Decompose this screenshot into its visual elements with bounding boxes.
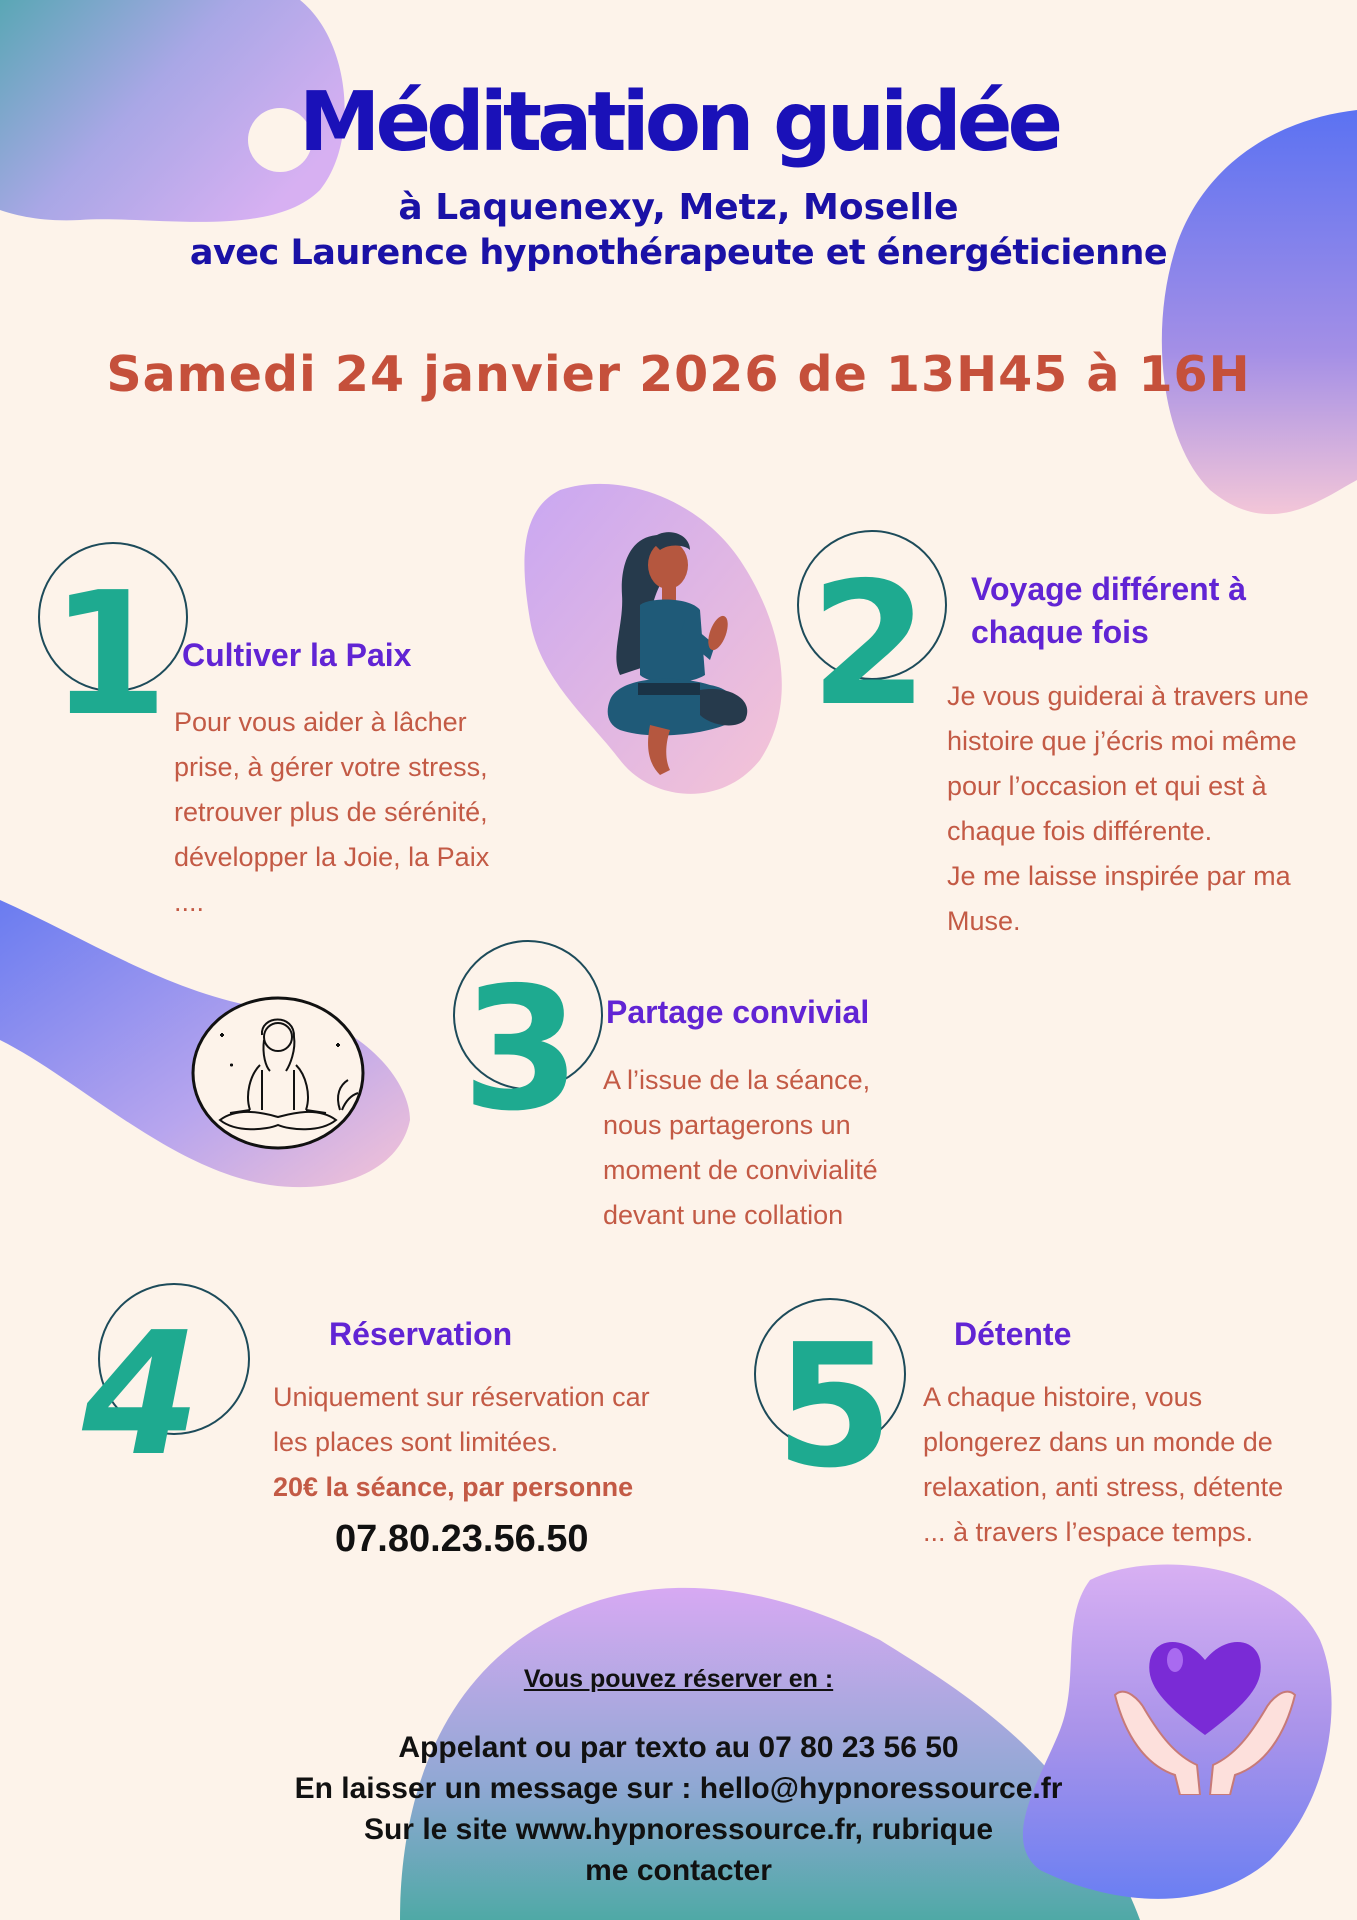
woman-meditating-illustration [590,525,760,785]
step-number-2: 2 [810,546,929,744]
price-text: 20€ la séance, par personne [273,1472,634,1502]
item-title-cultiver: Cultiver la Paix [182,637,412,673]
subtitle-location: à Laquenexy, Metz, Moselle [398,187,959,228]
footer-line-site: Sur le site www.hypnoressource.fr, rubrique [363,1813,994,1846]
subtitle-host: avec Laurence hypnothérapeute et énergéticienne [189,233,1168,273]
item-text-reservation: Uniquement sur réservation car les places sont limitées. 20€ la séance, par personne [273,1375,703,1510]
footer-line-email: En laisser un message sur : hello@hypnoressource.fr [294,1772,1063,1805]
step-number-1: 1 [50,556,169,754]
footer-contact [0,1727,1357,1891]
step-number-5: 5 [775,1308,894,1506]
page-title: Méditation guidée [298,75,1059,170]
phone-number: 07.80.23.56.50 [335,1518,589,1560]
item-title-detente: Détente [954,1316,1072,1352]
footer-heading: Vous pouvez réserver en : [523,1665,834,1693]
item-title-reservation: Réservation [329,1316,513,1352]
footer-line-phone: Appelant ou par texto au 07 80 23 56 50 [398,1731,959,1764]
item-text-cultiver: Pour vous aider à lâcher prise, à gérer votre stress, retrouver plus de sérénité, développer la Joie, la Paix .... [174,707,490,917]
item-text-detente: A chaque histoire, vous plongerez dans un monde de relaxation, anti stress, détente ... à travers l’espace temps. [923,1382,1284,1547]
item-title-voyage: Voyage différent à chaque fois [971,571,1247,651]
item-title-partage: Partage convivial [606,994,870,1030]
item-text-voyage: Je vous guiderai à travers une histoire que j’écris moi même pour l’occasion et qui est à chaque fois différente. Je me laisse inspirée par ma Muse. [947,681,1309,936]
footer-line-contact: me contacter [585,1854,772,1887]
event-date: Samedi 24 janvier 2026 de 13H45 à 16H [106,346,1251,403]
step-number-4: 4 [82,1296,201,1494]
meditation-line-icon [190,995,366,1151]
item-text-partage: A l’issue de la séance, nous partagerons un moment de convivialité devant une collation [603,1065,878,1230]
step-number-3: 3 [462,951,581,1149]
